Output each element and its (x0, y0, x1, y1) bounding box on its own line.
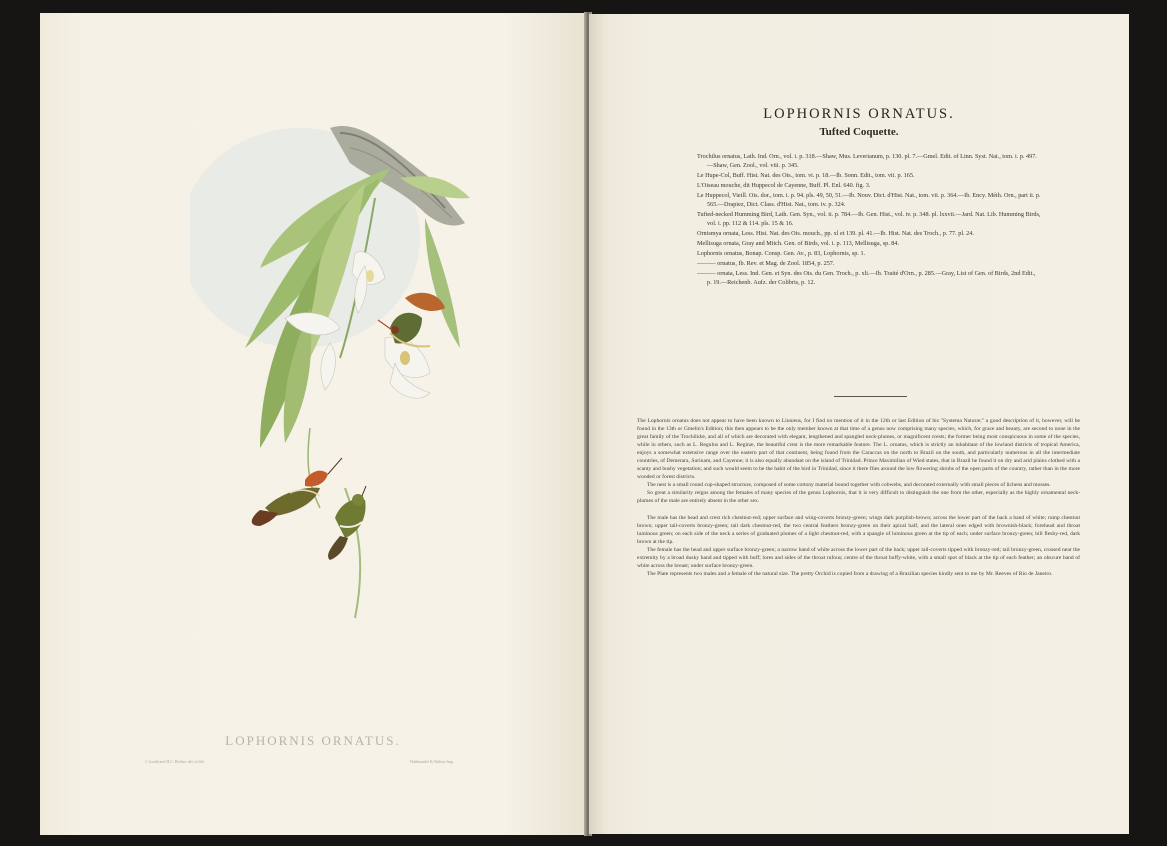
section-divider (834, 396, 907, 397)
synonym-entry: Trochilus ornatus, Lath. Ind. Orn., vol. i. p. 318.—Shaw, Mus. Leverianum, p. 130. pl. 7.—Gmel. Edit. of Linn. Syst. Nat., tom. i. p. 497.—Shaw, Gen. Zool., vol. viii. p. 345. (697, 153, 1037, 169)
synonym-entry: Lophornis ornatus, Bonap. Consp. Gen. Av., p. 83, Lophornis, sp. 1. (697, 250, 866, 258)
paragraph: The female has the head and upper surface bronzy-green; a narrow band of white across the lower part of the back; upper tail-coverts tipped with bronzy-red; tail bronzy-green, crossed near the extremity by a broad dusky band and tipped with buff; lores and sides of the throat rufous; centre of the throat buffy-white, with a small spot of black at the tip of each feather; an obscure band of white across the breast; under surface bronzy-green. (637, 547, 1080, 569)
synonym-entry: ——— ornatus, Ib. Rev. et Mag. de Zool. 1854, p. 257. (697, 260, 835, 268)
paragraph: So great a similarity reigns among the females of many species of the genus Lophornis, that it is very difficult to distinguish the one from the other, especially as the highly ornamental neck-plumes of the male are entirely absent in the other sex. (637, 490, 1080, 504)
synonymy-list (697, 153, 1041, 289)
synonym-entry: Tufted-necked Humming Bird, Lath. Gen. Syn., vol. ii. p. 784.—Ib. Gen. Hist., vol. iv. p. 348. pl. lxxvii.—Jard. Nat. Lib. Humming Birds, vol. i. pp. 112 & 114. pls. 15 & 16. (697, 210, 1041, 227)
plate-credit-left: J. Gould and H.C. Richter del. et lith. (145, 759, 205, 764)
synonym-entry: Ornismya ornata, Less. Hist. Nat. des Ois. mouch., pp. xl et 139. pl. 41.—Ib. Hist. Nat. des Troch., p. 77. pl. 24. (697, 229, 974, 237)
synonym-entry: Mellisuga ornata, Gray and Mitch. Gen. of Birds, vol. i. p. 113, Mellisuga, sp. 84. (697, 239, 900, 247)
synonym-entry: Le Hupe-Col, Buff. Hist. Nat. des Ois., tom. vi. p. 18.—Ib. Sonn. Edit., tom. vii. p. 165. (697, 171, 915, 179)
synonym-entry: L'Oiseau mouche, dit Huppecol de Cayenne, Buff. Pl. Enl. 640. fig. 3. (697, 181, 871, 189)
plate-caption: LOPHORNIS ORNATUS. (225, 733, 401, 748)
hummingbird-orchid-illustration (190, 108, 480, 628)
plate-page (40, 13, 586, 835)
synonym-entry: ——— ornata, Less. Ind. Gen. et Syn. des Ois. du Gen. Troch., p. xli.—Ib. Traité d'Orn., p. 285.—Gray, List of Gen. of Birds, 2nd Edit., p. 19.—Reichenb. Aufz. der Colibris, p. 12. (697, 270, 1036, 287)
plate-credit-right: Hullmandel & Walton Imp. (410, 759, 454, 764)
text-page (589, 14, 1129, 834)
paragraph: The nest is a small round cup-shaped structure, composed of some cottony material bound together with cobwebs, and decorated externally with small pieces of lichens and mosses. (647, 482, 1051, 488)
body-text (637, 417, 1080, 578)
common-name: Tufted Coquette. (819, 126, 899, 138)
species-title: LOPHORNIS ORNATUS. (763, 106, 955, 122)
paragraph: The male has the head and crest rich chestnut-red; upper surface and wing-coverts bronzy-green; wings dark purplish-brown; across the lower part of the back a band of white; rump chestnut brown; upper tail-coverts bronzy-green; tail dark chestnut-red, the two central feathers bronzy-green on their apical half, and the lateral ones edged with brownish-black; forehead and throat luminous green; on each side of the neck a series of graduated plumes of a light chestnut-red, with a spangle of luminous green at the tip of each; under surface bronzy-green; bill fleshy-red, dark brown at the tip. (637, 515, 1080, 545)
paragraph: The Plate represents two males and a female of the natural size. The pretty Orchid is copied from a drawing of a Brazilian species kindly sent to me by Mr. Reeves of Rio de Janeiro. (647, 571, 1053, 577)
synonym-entry: Le Huppecol, Vieill. Ois. dor., tom. i. p. 94. pls. 49, 50, 51.—Ib. Nouv. Dict. d'Hist. Nat., tom. vii. p. 364.—Ib. Ency. Méth. Orn., part ii. p. 565.—Drapiez, Dict. Class. d'Hist. Nat., tom. iv. p. 324. (697, 192, 1041, 208)
paragraph: The Lophornis ornatus does not appear to have been known to Linnæus, for I find no mention of it in the 12th or last Edition of his "Systema Naturæ;" a good description of it, however, will be found in the 13th or Gmelin's Edition; this then appears to be the only member known at that time of a genus now comprising many species, which, for grace and beauty, are second to none in the great family of the Trochilidæ, and all of which are decorated with elegant, lengthened and spangled neck-plumes, or magnificent crests; the former being most conspicuous in some of the species, while in others, such as L. Regulus and L. Reginæ, the beautiful crest is the more remarkable feature. The L. ornatus, which is strictly an inhabitant of the lowland districts of tropical America, enjoys a somewhat extensive range over the eastern part of that continent, being found from the Caraccas on the north to Brazil on the south, and particularly numerous in all the intermediate countries, of Demerara, Surinam, and Cayenne; it is also equally abundant on the island of Trinidad. Prince Maximilian of Wied states, that in Brazil he found it on dry and arid plains clothed with a scanty and bushy vegetation; and such would seem to be the habit of the bird in Trinidad, since it there flies around the low flowering shrubs of the open parts of the country, rather than in the more wooded or forest districts. (637, 418, 1080, 480)
